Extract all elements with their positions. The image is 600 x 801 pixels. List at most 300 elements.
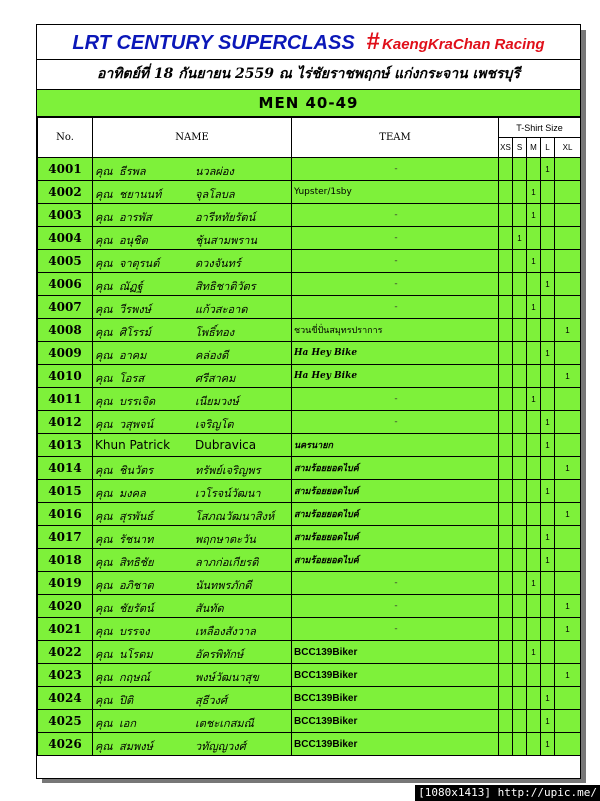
- table-row: [38, 710, 581, 733]
- table-row: [38, 250, 581, 273]
- size-cell-m: [527, 526, 541, 549]
- team-name: BCC139Biker: [292, 733, 499, 756]
- rider-name: [93, 618, 292, 641]
- name-prefix: คุณ: [95, 165, 113, 178]
- team-name: -: [292, 158, 499, 181]
- team-name: -: [292, 388, 499, 411]
- rider-name: [93, 388, 292, 411]
- first-name: อภิชาต: [119, 579, 154, 592]
- size-cell-xl: [555, 687, 581, 710]
- last-name: สุธีวงศ์: [195, 694, 227, 707]
- size-cell-xs: [499, 733, 513, 756]
- team-name: -: [292, 273, 499, 296]
- title-bar: [37, 25, 580, 60]
- size-cell-s: [513, 572, 527, 595]
- last-name: จุลโลบล: [195, 188, 235, 201]
- table-row: [38, 319, 581, 342]
- rider-number: 4004: [38, 227, 93, 250]
- event-date-location: อาทิตย์ที่ 18 กันยายน 2559 ณ ไร่ชัยราชพฤกษ์ แก่งกระจาน เพชรบุรี: [37, 60, 580, 90]
- name-prefix: คุณ: [95, 648, 113, 661]
- first-name: ชยานนท์: [119, 188, 162, 201]
- rider-name: [93, 526, 292, 549]
- last-name: เตชะเกสมณี: [195, 717, 254, 730]
- first-name: วีรพงษ์: [119, 303, 151, 316]
- name-prefix: คุณ: [95, 464, 113, 477]
- team-name: -: [292, 296, 499, 319]
- size-cell-xl: [555, 158, 581, 181]
- last-name: ศรีสาคม: [195, 372, 236, 385]
- last-name: สิทธิชาติวัตร: [195, 280, 256, 293]
- size-cell-xs: [499, 342, 513, 365]
- team-name: Ha Hey Bike: [292, 365, 499, 388]
- first-name: มงคล: [119, 487, 146, 500]
- size-cell-m: 1: [527, 641, 541, 664]
- rider-number: 4007: [38, 296, 93, 319]
- rider-name: [93, 158, 292, 181]
- first-name: อาคม: [119, 349, 147, 362]
- rider-name: [93, 595, 292, 618]
- size-cell-m: [527, 319, 541, 342]
- size-cell-s: [513, 365, 527, 388]
- size-cell-l: [541, 595, 555, 618]
- rider-name: [93, 457, 292, 480]
- team-name: Yupster/1sby: [292, 181, 499, 204]
- rider-number: 4010: [38, 365, 93, 388]
- size-cell-s: [513, 503, 527, 526]
- size-cell-s: [513, 181, 527, 204]
- size-cell-l: [541, 250, 555, 273]
- size-cell-xl: [555, 227, 581, 250]
- table-row: [38, 572, 581, 595]
- first-name: ชินวัตร: [119, 464, 154, 477]
- size-cell-xs: [499, 204, 513, 227]
- size-cell-m: 1: [527, 204, 541, 227]
- rider-number: 4016: [38, 503, 93, 526]
- size-cell-s: [513, 158, 527, 181]
- header-tshirt-size: T-Shirt Size: [499, 118, 581, 138]
- size-cell-xs: [499, 595, 513, 618]
- rider-number: 4022: [38, 641, 93, 664]
- rider-number: 4002: [38, 181, 93, 204]
- rider-name: [93, 434, 292, 457]
- rider-number: 4009: [38, 342, 93, 365]
- size-cell-m: [527, 480, 541, 503]
- team-name: -: [292, 595, 499, 618]
- size-cell-s: [513, 549, 527, 572]
- size-cell-xl: [555, 641, 581, 664]
- name-prefix: คุณ: [95, 510, 113, 523]
- size-cell-xl: 1: [555, 595, 581, 618]
- size-cell-xs: [499, 664, 513, 687]
- size-cell-l: [541, 503, 555, 526]
- last-name: พฤกษาตะวัน: [195, 533, 256, 546]
- size-cell-xs: [499, 572, 513, 595]
- first-name: นโรดม: [119, 648, 153, 661]
- name-prefix: คุณ: [95, 303, 113, 316]
- team-name: สามร้อยยอดไบค์: [292, 457, 499, 480]
- size-cell-m: 1: [527, 296, 541, 319]
- size-cell-m: [527, 733, 541, 756]
- size-cell-s: [513, 296, 527, 319]
- size-cell-xs: [499, 618, 513, 641]
- rider-name: [93, 204, 292, 227]
- first-name: จาตุรนต์: [119, 257, 160, 270]
- rider-name: [93, 365, 292, 388]
- size-cell-s: [513, 457, 527, 480]
- rider-name: [93, 227, 292, 250]
- size-cell-m: 1: [527, 388, 541, 411]
- team-name: -: [292, 411, 499, 434]
- size-cell-xl: [555, 181, 581, 204]
- size-cell-m: [527, 595, 541, 618]
- size-cell-m: [527, 687, 541, 710]
- size-cell-xl: [555, 411, 581, 434]
- name-prefix: คุณ: [95, 257, 113, 270]
- rider-name: [93, 503, 292, 526]
- size-cell-xl: 1: [555, 365, 581, 388]
- size-cell-xl: [555, 273, 581, 296]
- size-cell-l: 1: [541, 480, 555, 503]
- size-cell-xs: [499, 457, 513, 480]
- size-cell-xs: [499, 503, 513, 526]
- table-row: [38, 158, 581, 181]
- name-prefix: คุณ: [95, 349, 113, 362]
- last-name: โพธิ์ทอง: [195, 326, 235, 339]
- last-name: คล่องดี: [195, 349, 229, 362]
- last-name: เจริญโต: [195, 418, 234, 431]
- name-prefix: คุณ: [95, 556, 113, 569]
- size-cell-xs: [499, 296, 513, 319]
- table-row: [38, 388, 581, 411]
- size-cell-xs: [499, 250, 513, 273]
- first-name: กฤษณ์: [119, 671, 150, 684]
- table-row: [38, 641, 581, 664]
- first-name: ชัยรัตน์: [119, 602, 154, 615]
- size-cell-s: [513, 250, 527, 273]
- table-row: [38, 618, 581, 641]
- entry-sheet: [36, 24, 581, 779]
- last-name: นันทพรภักดี: [195, 579, 252, 592]
- last-name: อารีหทัยรัตน์: [195, 211, 256, 224]
- name-prefix: คุณ: [95, 418, 113, 431]
- last-name: พงษ์วัฒนาสุข: [195, 671, 259, 684]
- rider-name: [93, 319, 292, 342]
- size-cell-m: [527, 710, 541, 733]
- last-name: โสภณวัฒนาสิงห์: [195, 510, 275, 523]
- rider-number: 4013: [38, 434, 93, 457]
- name-prefix: คุณ: [95, 602, 113, 615]
- size-cell-xs: [499, 641, 513, 664]
- size-cell-l: 1: [541, 273, 555, 296]
- size-cell-xs: [499, 549, 513, 572]
- rider-number: 4017: [38, 526, 93, 549]
- size-cell-xs: [499, 158, 513, 181]
- table-row: [38, 273, 581, 296]
- size-cell-xs: [499, 710, 513, 733]
- first-name: สมพงษ์: [119, 740, 153, 753]
- size-cell-xs: [499, 365, 513, 388]
- hash-sign: #: [366, 28, 381, 55]
- size-cell-s: [513, 388, 527, 411]
- page-shadow-bottom: [42, 779, 586, 783]
- table-row: [38, 296, 581, 319]
- last-name: สันทัด: [195, 602, 224, 615]
- first-name: ธีรพล: [119, 165, 146, 178]
- rider-number: 4003: [38, 204, 93, 227]
- size-cell-m: [527, 273, 541, 296]
- team-name: นครนายก: [292, 434, 499, 457]
- size-cell-l: [541, 319, 555, 342]
- size-cell-l: 1: [541, 158, 555, 181]
- table-row: [38, 204, 581, 227]
- rider-number: 4014: [38, 457, 93, 480]
- size-cell-l: [541, 618, 555, 641]
- name-prefix: คุณ: [95, 395, 113, 408]
- header-size-l: L: [541, 138, 555, 158]
- size-cell-xl: [555, 710, 581, 733]
- rider-number: 4008: [38, 319, 93, 342]
- rider-number: 4021: [38, 618, 93, 641]
- team-name: -: [292, 250, 499, 273]
- name-prefix: คุณ: [95, 579, 113, 592]
- category-heading: MEN 40-49: [37, 90, 580, 117]
- last-name: แก้วสะอาด: [195, 303, 248, 316]
- size-cell-xl: [555, 388, 581, 411]
- size-cell-xl: [555, 204, 581, 227]
- rider-number: 4024: [38, 687, 93, 710]
- size-cell-xs: [499, 526, 513, 549]
- name-prefix: คุณ: [95, 533, 113, 546]
- entry-table: [37, 117, 581, 756]
- size-cell-m: [527, 457, 541, 480]
- header-no: No.: [38, 118, 93, 158]
- table-row: [38, 480, 581, 503]
- first-name: Khun Patrick: [95, 438, 171, 452]
- last-name: เนียมวงษ์: [195, 395, 239, 408]
- size-cell-xl: [555, 296, 581, 319]
- size-cell-m: 1: [527, 572, 541, 595]
- size-cell-m: 1: [527, 250, 541, 273]
- first-name: รัชนาท: [119, 533, 154, 546]
- size-cell-xs: [499, 411, 513, 434]
- size-cell-xl: [555, 572, 581, 595]
- rider-name: [93, 572, 292, 595]
- header-size-xl: XL: [555, 138, 581, 158]
- name-prefix: คุณ: [95, 717, 113, 730]
- rider-number: 4012: [38, 411, 93, 434]
- table-row: [38, 457, 581, 480]
- name-prefix: คุณ: [95, 280, 113, 293]
- size-cell-s: [513, 595, 527, 618]
- size-cell-m: [527, 503, 541, 526]
- image-host-watermark: [1080x1413] http://upic.me/: [415, 785, 600, 801]
- size-cell-xl: [555, 434, 581, 457]
- table-row: [38, 664, 581, 687]
- size-cell-xs: [499, 480, 513, 503]
- size-cell-xs: [499, 319, 513, 342]
- size-cell-m: [527, 227, 541, 250]
- size-cell-s: [513, 733, 527, 756]
- size-cell-l: [541, 181, 555, 204]
- last-name: ทรัพย์เจริญพร: [195, 464, 261, 477]
- table-row: [38, 227, 581, 250]
- team-name: BCC139Biker: [292, 687, 499, 710]
- last-name: Dubravica: [195, 438, 257, 452]
- size-cell-l: [541, 664, 555, 687]
- last-name: ชุ้นสามพราน: [195, 234, 257, 247]
- size-cell-l: [541, 365, 555, 388]
- rider-name: [93, 710, 292, 733]
- size-cell-s: [513, 526, 527, 549]
- event-subtitle: KaengKraChan Racing: [382, 36, 545, 53]
- header-team: TEAM: [292, 118, 499, 158]
- size-cell-s: [513, 319, 527, 342]
- size-cell-s: [513, 664, 527, 687]
- rider-name: [93, 664, 292, 687]
- size-cell-l: 1: [541, 549, 555, 572]
- size-cell-l: 1: [541, 687, 555, 710]
- first-name: โอรส: [119, 372, 145, 385]
- last-name: เวโรจน์วัฒนา: [195, 487, 261, 500]
- size-cell-l: 1: [541, 411, 555, 434]
- size-cell-xl: [555, 250, 581, 273]
- table-row: [38, 549, 581, 572]
- page-shadow-right: [581, 30, 586, 782]
- size-cell-xl: [555, 549, 581, 572]
- first-name: บรรจง: [119, 625, 150, 638]
- rider-name: [93, 641, 292, 664]
- size-cell-m: 1: [527, 181, 541, 204]
- size-cell-xs: [499, 687, 513, 710]
- team-name: -: [292, 227, 499, 250]
- size-cell-xs: [499, 273, 513, 296]
- size-cell-s: [513, 710, 527, 733]
- table-row: [38, 365, 581, 388]
- rider-name: [93, 411, 292, 434]
- rider-number: 4001: [38, 158, 93, 181]
- size-cell-m: [527, 411, 541, 434]
- name-prefix: คุณ: [95, 671, 113, 684]
- last-name: นวลผ่อง: [195, 165, 234, 178]
- size-cell-s: [513, 480, 527, 503]
- size-cell-l: [541, 296, 555, 319]
- rider-name: [93, 480, 292, 503]
- team-name: -: [292, 204, 499, 227]
- table-row: [38, 733, 581, 756]
- size-cell-xl: 1: [555, 503, 581, 526]
- team-name: สามร้อยยอดไบค์: [292, 526, 499, 549]
- rider-name: [93, 342, 292, 365]
- rider-name: [93, 273, 292, 296]
- first-name: ศิโรรม์: [119, 326, 151, 339]
- size-cell-xl: 1: [555, 319, 581, 342]
- first-name: บรรเจิด: [119, 395, 156, 408]
- first-name: สิทธิชัย: [119, 556, 154, 569]
- table-row: [38, 526, 581, 549]
- size-cell-xl: [555, 526, 581, 549]
- size-cell-s: 1: [513, 227, 527, 250]
- size-cell-s: [513, 204, 527, 227]
- size-cell-l: 1: [541, 710, 555, 733]
- rider-number: 4015: [38, 480, 93, 503]
- size-cell-xs: [499, 434, 513, 457]
- size-cell-s: [513, 687, 527, 710]
- event-title: LRT CENTURY SUPERCLASS: [72, 32, 355, 54]
- size-cell-l: 1: [541, 733, 555, 756]
- table-row: [38, 181, 581, 204]
- name-prefix: คุณ: [95, 694, 113, 707]
- size-cell-xl: [555, 342, 581, 365]
- first-name: ณัฏฐ์: [119, 280, 143, 293]
- size-cell-xs: [499, 181, 513, 204]
- table-row: [38, 342, 581, 365]
- name-prefix: คุณ: [95, 211, 113, 224]
- header-size-s: S: [513, 138, 527, 158]
- rider-number: 4019: [38, 572, 93, 595]
- size-cell-l: 1: [541, 434, 555, 457]
- rider-number: 4023: [38, 664, 93, 687]
- size-cell-l: [541, 457, 555, 480]
- header-size-m: M: [527, 138, 541, 158]
- rider-number: 4020: [38, 595, 93, 618]
- table-row: [38, 411, 581, 434]
- rider-name: [93, 549, 292, 572]
- first-name: ปิติ: [119, 694, 134, 707]
- name-prefix: คุณ: [95, 326, 113, 339]
- rider-number: 4005: [38, 250, 93, 273]
- size-cell-m: [527, 549, 541, 572]
- team-name: สามร้อยยอดไบค์: [292, 549, 499, 572]
- size-cell-xl: 1: [555, 457, 581, 480]
- last-name: ดวงจันทร์: [195, 257, 241, 270]
- size-cell-s: [513, 342, 527, 365]
- rider-name: [93, 250, 292, 273]
- rider-name: [93, 733, 292, 756]
- last-name: วทัญญวงศ์: [195, 740, 246, 753]
- size-cell-xs: [499, 388, 513, 411]
- header-name: NAME: [93, 118, 292, 158]
- header-size-xs: XS: [499, 138, 513, 158]
- size-cell-l: 1: [541, 526, 555, 549]
- rider-number: 4025: [38, 710, 93, 733]
- table-row: [38, 503, 581, 526]
- team-name: ชวนขี่ปั่นสมุทรปราการ: [292, 319, 499, 342]
- rider-number: 4026: [38, 733, 93, 756]
- size-cell-l: [541, 641, 555, 664]
- name-prefix: คุณ: [95, 625, 113, 638]
- size-cell-s: [513, 434, 527, 457]
- size-cell-m: [527, 342, 541, 365]
- name-prefix: คุณ: [95, 487, 113, 500]
- table-row: [38, 434, 581, 457]
- first-name: สุรพันธ์: [119, 510, 154, 523]
- team-name: สามร้อยยอดไบค์: [292, 503, 499, 526]
- size-cell-xl: 1: [555, 618, 581, 641]
- size-cell-m: [527, 365, 541, 388]
- team-name: -: [292, 572, 499, 595]
- size-cell-xs: [499, 227, 513, 250]
- team-name: BCC139Biker: [292, 710, 499, 733]
- name-prefix: คุณ: [95, 234, 113, 247]
- size-cell-s: [513, 411, 527, 434]
- size-cell-s: [513, 618, 527, 641]
- size-cell-s: [513, 641, 527, 664]
- table-row: [38, 687, 581, 710]
- rider-number: 4006: [38, 273, 93, 296]
- name-prefix: คุณ: [95, 188, 113, 201]
- size-cell-l: [541, 572, 555, 595]
- team-name: BCC139Biker: [292, 664, 499, 687]
